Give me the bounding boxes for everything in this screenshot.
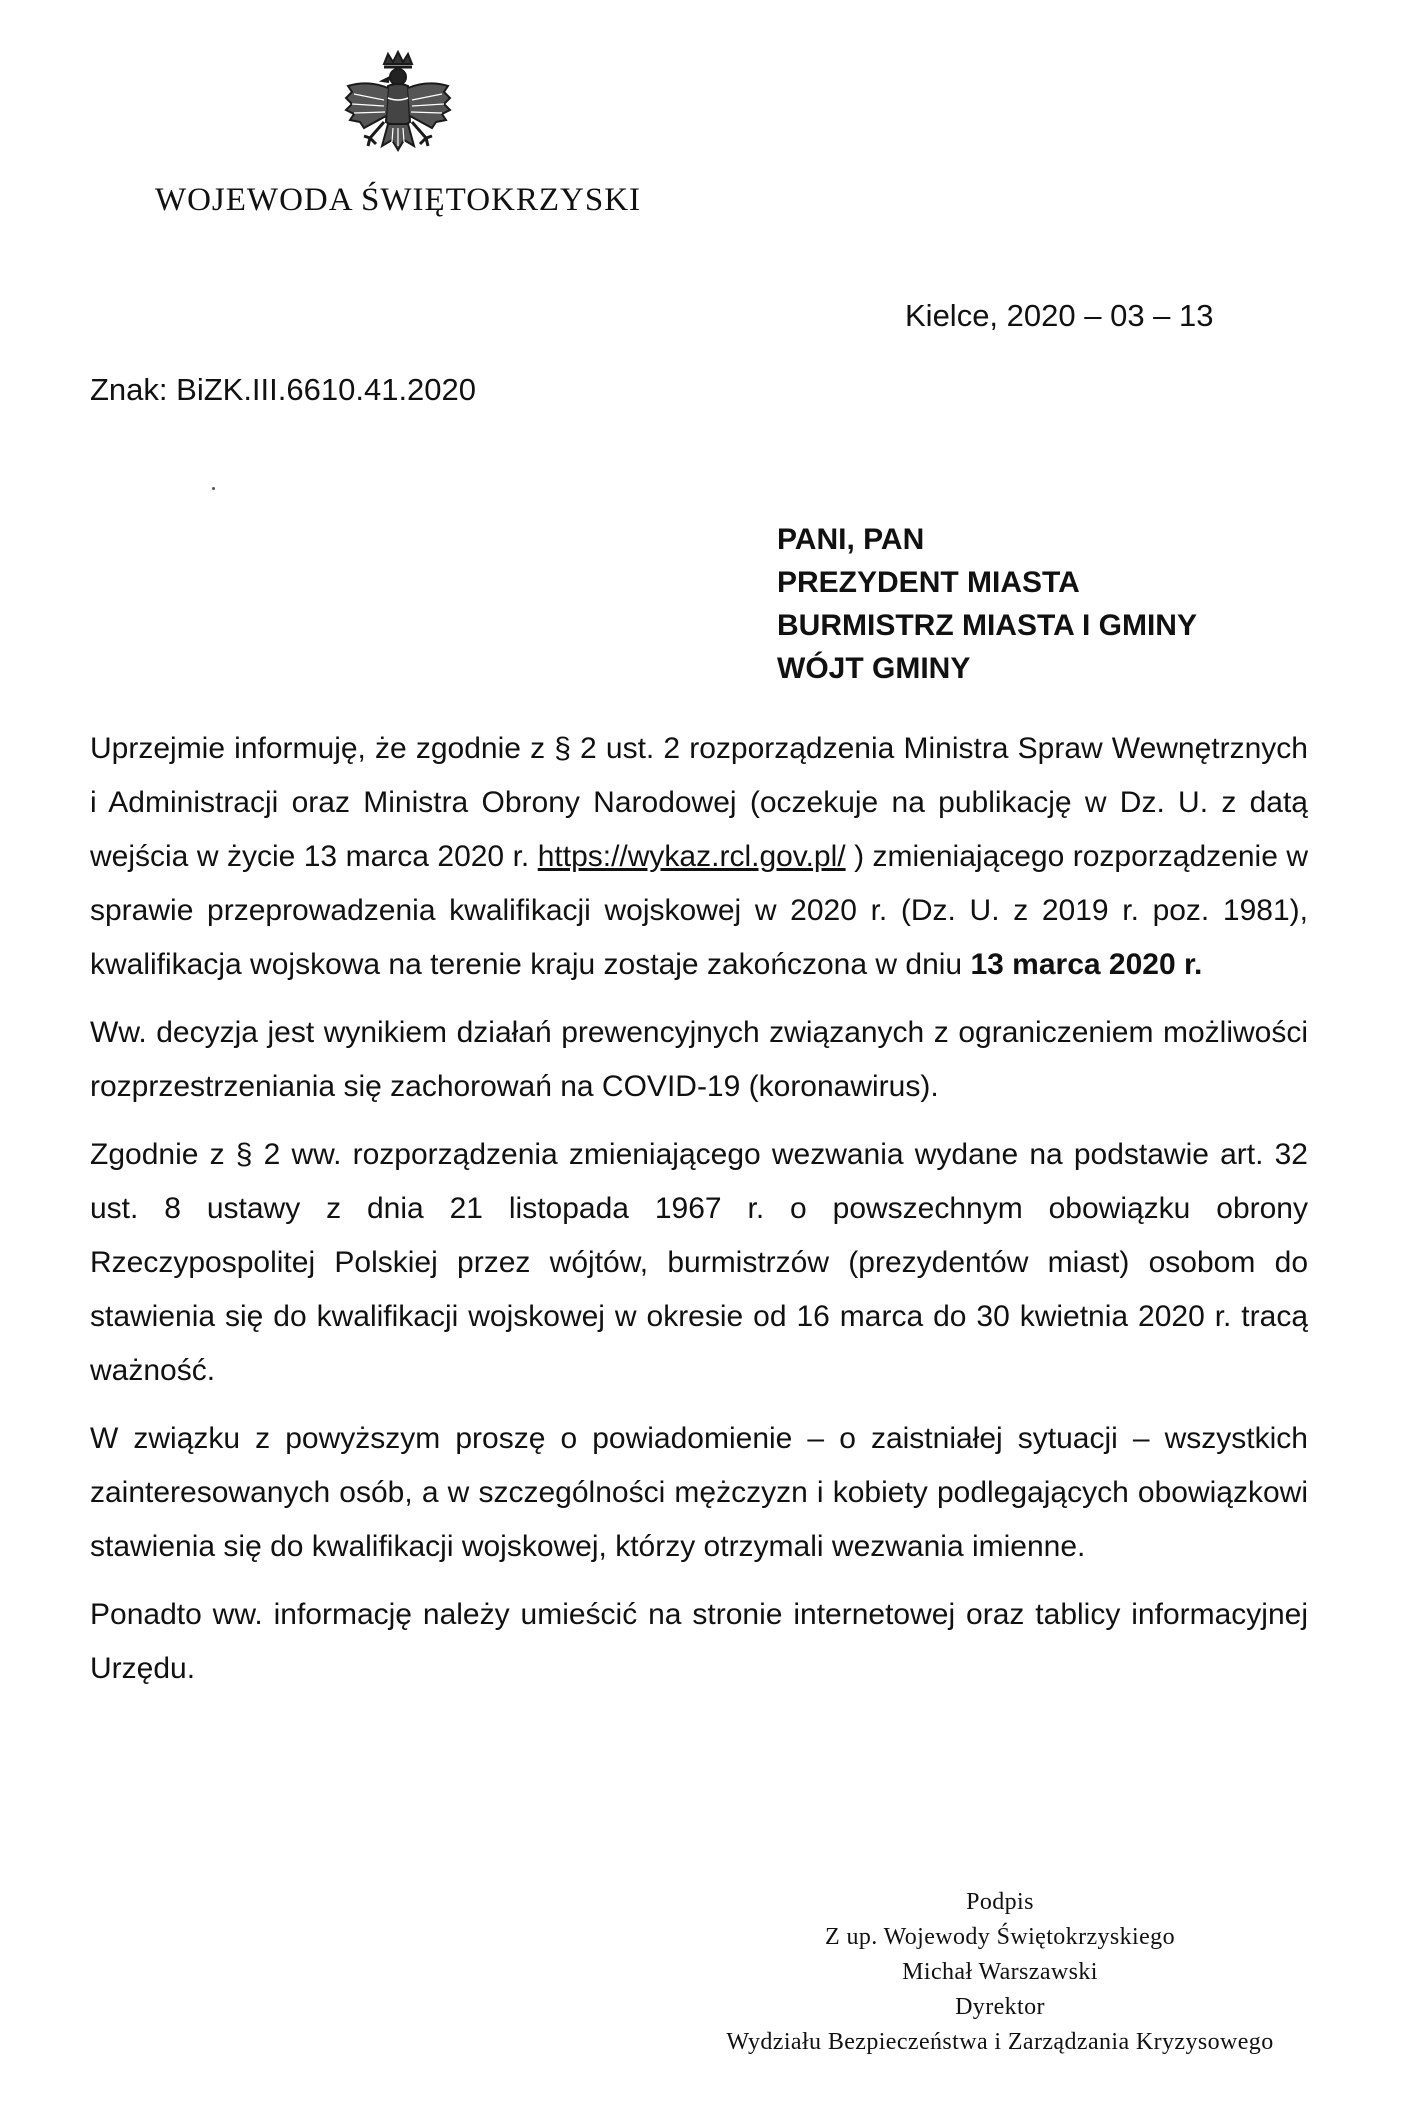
end-date: 13 marca 2020 r. <box>970 948 1203 981</box>
signature-block <box>600 1885 1400 2060</box>
addressee-line: PREZYDENT MIASTA <box>777 566 1080 599</box>
office-title: WOJEWODA ŚWIĘTOKRZYSKI <box>154 182 642 218</box>
addressee-line: BURMISTRZ MIASTA I GMINY <box>777 609 1197 642</box>
paragraph-5: Ponadto ww. informację należy umieścić na stronie internetowej oraz tablicy informacyjnej Urzędu. <box>90 1598 1308 1685</box>
reference-number: Znak: BiZK.III.6610.41.2020 <box>90 372 477 407</box>
paragraph-2: Ww. decyzja jest wynikiem działań prewencyjnych związanych z ograniczeniem możliwości rozprzestrzeniania się zachorowań na COVID-19 (koronawirus). <box>90 1016 1308 1103</box>
date-line: Kielce, 2020 – 03 – 13 <box>905 298 1214 333</box>
signature-on-behalf: Z up. Wojewody Świętokrzyskiego <box>825 1924 1175 1950</box>
letterhead <box>118 50 678 219</box>
addressee-block <box>777 518 1197 690</box>
paragraph-3: Zgodnie z § 2 ww. rozporządzenia zmieniającego wezwania wydane na podstawie art. 32 ust. 8 ustawy z dnia 21 listopada 1967 r. o powszechnym obowiązku obrony Rzeczypospolitej Polskiej przez wójtów, burmistrzów (prezydentów miast) osobom do stawienia się do kwalifikacji wojskowej w okresie od 16 marca do 30 kwietnia 2020 r. tracą ważność. <box>90 1138 1308 1387</box>
paragraph-1-intro: Uprzejmie informuję, że zgodnie z § 2 ust. 2 rozporządzenia Ministra Spraw Wewnętrznych i Administracji oraz Ministra Obrony Narodowej (oczekuje na publikację w Dz. U. z datą wejścia w życie 13 marca 2020 r. <box>90 732 1308 873</box>
legislation-link[interactable]: https://wykaz.rcl.gov.pl/ <box>537 840 846 873</box>
polish-eagle-emblem-icon <box>338 50 458 168</box>
signatory-department: Wydziału Bezpieczeństwa i Zarządzania Kryzysowego <box>726 2029 1274 2055</box>
paragraph-1 <box>90 722 1308 992</box>
signatory-name: Michał Warszawski <box>902 1959 1098 1985</box>
letter-body <box>90 722 1308 1710</box>
paragraph-1-middle: ) zmieniającego rozporządzenie w sprawie przeprowadzenia kwalifikacji wojskowej w 2020 r. (Dz. U. z 2019 r. poz. 1981), kwalifikacja wojskowa na terenie kraju zostaje zakończona w dniu <box>90 840 1309 981</box>
paragraph-4: W związku z powyższym proszę o powiadomienie – o zaistniałej sytuacji – wszystkich zainteresowanych osób, a w szczególności mężczyzn i kobiety podlegających obowiązkowi stawienia się do kwalifikacji wojskowej, którzy otrzymali wezwania imienne. <box>90 1422 1308 1563</box>
signature-label: Podpis <box>966 1889 1034 1915</box>
scan-mark <box>212 487 215 490</box>
addressee-line: WÓJT GMINY <box>777 652 971 685</box>
signatory-position: Dyrektor <box>955 1994 1045 2020</box>
addressee-line: PANI, PAN <box>777 523 925 556</box>
